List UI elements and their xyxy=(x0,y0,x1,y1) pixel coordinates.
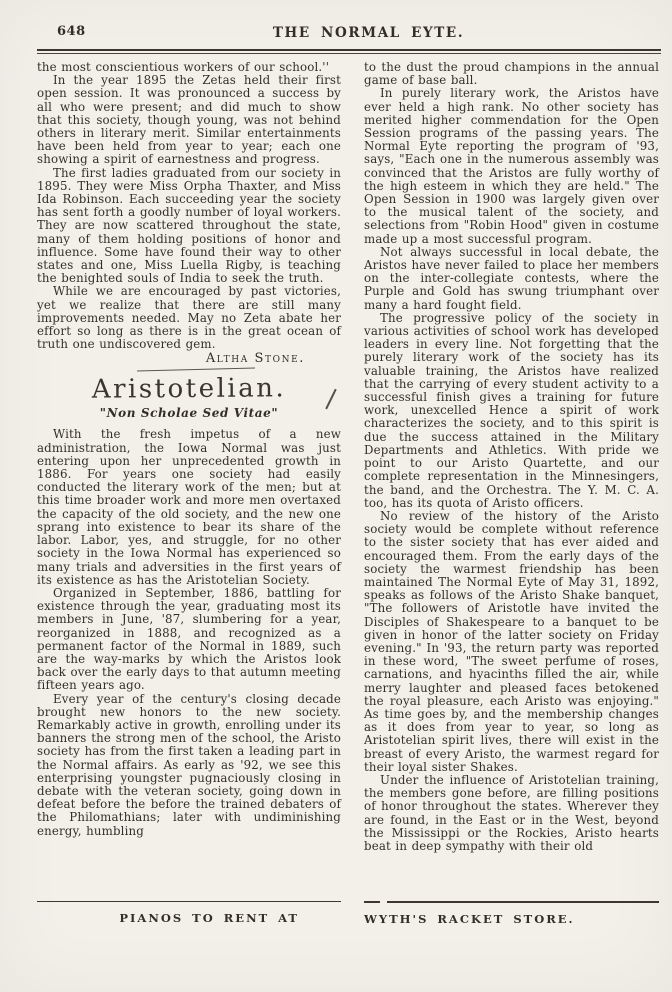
footer-ad-right: WYTH'S RACKET STORE. xyxy=(364,911,575,926)
body-paragraph: In the year 1895 the Zetas held their first open session. It was pronounced a success by all who were present; and did much to show that this society, though young, was not behind others in literary merit. Similar entertainments have been held from year to year; each one showing a spirit of earnestness and progress. xyxy=(37,73,341,167)
body-paragraph: Not always successful in local debate, the Aristos have never failed to place her members on the inter-collegiate contests, where the Purple and Gold has swung triumphant over many a hard fought field. xyxy=(364,244,659,312)
footer-left xyxy=(37,901,341,926)
body-paragraph: No review of the history of the Aristo society would be complete without reference to the sister society that has ever aided and encouraged them. From the early days of the society the warmest friendship has been maintained The Normal Eyte of May 31, 1892, speaks as follows of the Aristo Shake banquet, "The followers of Aristotle have invited the Disciples of Shakespeare to a banquet to be given in honor of the latter society on Friday evening." In '93, the return party was reported in these word, "The sweet perfume of roses, carnations, and hyacinths filled the air, while merry laughter and pleased faces betokened the royal pleasure, each Aristo was enjoying." As time goes by, and the membership changes as it does from year to year, so long as Aristotelian spirit lives, there will exist in the breast of every Aristo, the warmest regard for their loyal sister Shakes. xyxy=(364,508,659,774)
footer-rule-right xyxy=(364,901,659,903)
header-rule-thick xyxy=(37,49,661,51)
body-paragraph: Organized in September, 1886, battling for existence through the year, graduating most its members in June, '87, slumbering for a year, reorganized in 1888, and recognized as a permanent factor of the Normal in 1889, such are the way-marks by which the Aristos look back over the early days to that autumn meeting fifteen years ago. xyxy=(37,585,341,693)
header-rule xyxy=(37,49,661,54)
page-header xyxy=(37,24,660,44)
section-heading: Aristotelian. xyxy=(91,373,287,406)
advert-footer xyxy=(37,901,660,926)
section-heading-row xyxy=(37,374,341,404)
header-rule-thin xyxy=(37,53,661,54)
society-motto: "Non Scholae Sed Vitae" xyxy=(99,406,279,421)
footer-right xyxy=(364,901,659,926)
body-paragraph: In purely literary work, the Aristos have ever held a high rank. No other society has merited higher commendation for the Open Session programs of the passing years. The Normal Eyte reporting the program of '93, says, "Each one in the numerous assembly was convinced that the Aristos are fully worthy of the high esteem in which they are held." The Open Session in 1900 was largely given over to the musical talent of the society, and selections from "Robin Hood" given in costume made up a most successful program. xyxy=(364,86,659,246)
journal-title: THE NORMAL EYTE. xyxy=(272,25,465,41)
left-column xyxy=(37,61,341,853)
body-paragraph: to the dust the proud champions in the annual game of base ball. xyxy=(364,60,659,88)
body-paragraph: While we are encouraged by past victories, yet we realize that there are still many improvements needed. May no Zeta abate her effort so long as there is in the great ocean of truth one undiscovered gem. xyxy=(37,284,341,352)
body-paragraph: Every year of the century's closing decade brought new honors to the new society. Remarkably active in growth, enrolling under its banners the strong men of the school, the Aristo society has from the first taken a leading part in the Normal affairs. As early as '92, we see this enterprising youngster pugnaciously closing in debate with the veteran society, going down in defeat before the before the trained debaters of the Philomathians; later with undiminishing energy, humbling xyxy=(37,691,341,838)
right-column xyxy=(364,61,659,853)
body-paragraph: Under the influence of Aristotelian training, the members gone before, are filling positions of honor throughout the states. Wherever they are found, in the East or in the West, beyond the Mississippi or the Rockies, Aristo hearts beat in deep sympathy with their old xyxy=(364,772,659,853)
text-columns xyxy=(37,61,659,853)
section-divider-rule xyxy=(137,368,255,372)
body-paragraph: the most conscientious workers of our school.'' xyxy=(37,60,330,74)
body-paragraph: With the fresh impetus of a new administration, the Iowa Normal was just entering upon her unprecedented growth in 1886. For years one society had easily conducted the literary work of the men; but at this time broader work and more men overtaxed the capacity of the old society, and the new one sprang into existence to bear its share of the labor. Labor, yes, and struggle, for no other society in the Iowa Normal has experienced so many trials and adversities in the first years of its existence as has the Aristotelian Society. xyxy=(37,427,341,587)
footer-rule-left xyxy=(37,901,341,902)
page-number: 648 xyxy=(57,24,86,39)
footer-ad-left: PIANOS TO RENT AT xyxy=(119,911,299,925)
body-paragraph: The progressive policy of the society in various activities of school work has developed leaders in every line. Not forgetting that the purely literary work of the society has its valuable training, the Aristos have realized that the carrying of every student activity to a successful finish gives a training for future work, unexcelled Hence a spirit of work characterizes the society, and to this spirit is due the success attained in the Military Departments and Athletics. With pride we point to our Aristo Quartette, and our complete representation in the Minnesingers, the band, and the Orchestra. The Y. M. C. A. too, has its quota of Aristo officers. xyxy=(364,310,659,510)
body-paragraph: The first ladies graduated from our society in 1895. They were Miss Orpha Thaxter, and Miss Ida Robinson. Each succeeding year the society has sent forth a goodly number of loyal workers. They are now scattered throughout the state, many of them holding positions of honor and influence. Some have found their way to other states and one, Miss Luella Rigby, is teaching the benighted souls of India to seek the truth. xyxy=(37,165,341,286)
author-signature: Altha Stone. xyxy=(205,351,305,367)
